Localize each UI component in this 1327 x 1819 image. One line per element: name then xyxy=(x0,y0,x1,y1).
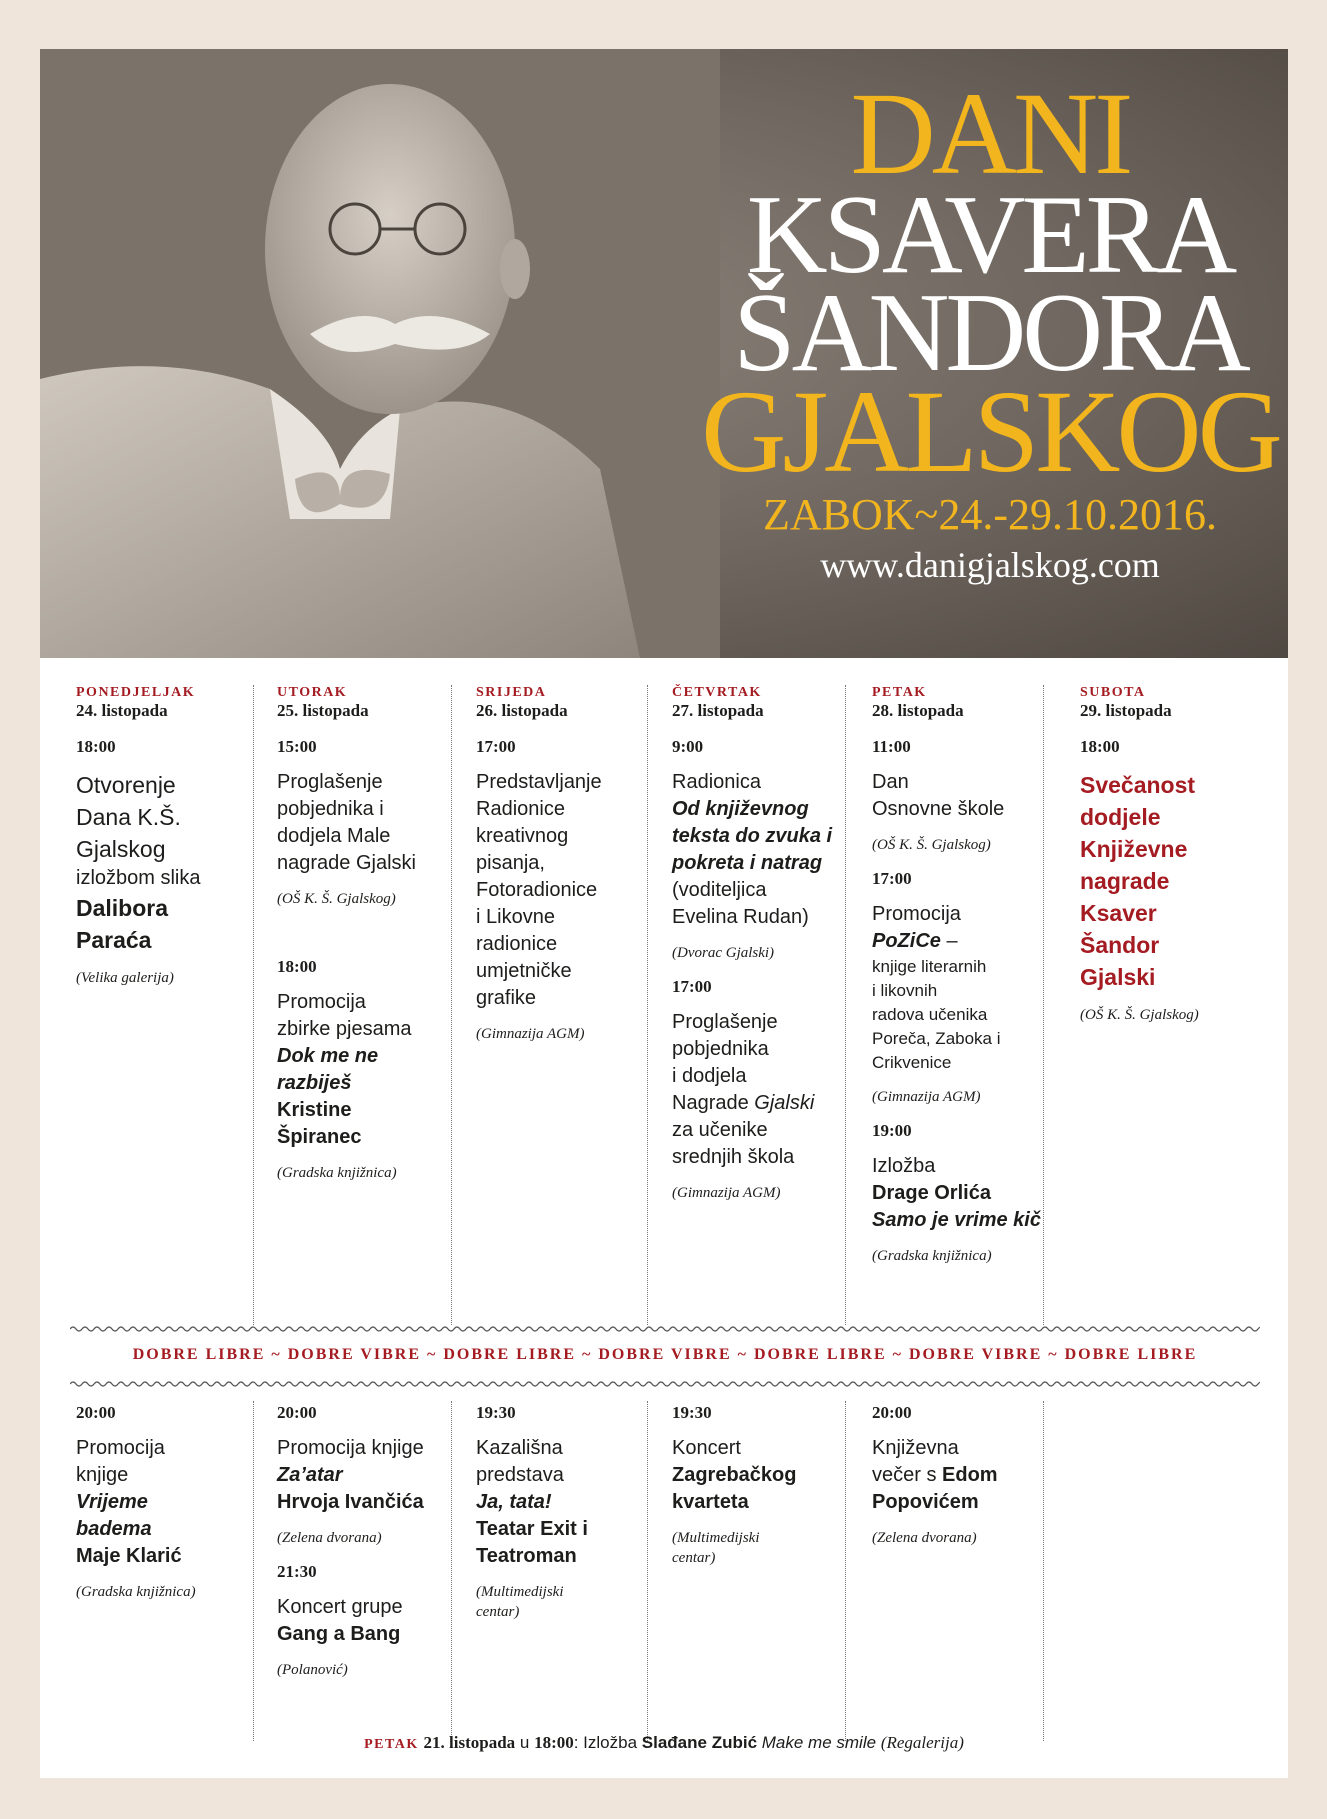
footer-date: 21. listopada xyxy=(423,1733,516,1752)
event-venue: (OŠ K. Š. Gjalskog) xyxy=(277,891,396,907)
event-time: 20:00 xyxy=(277,1403,317,1422)
day-name: SUBOTA xyxy=(1080,685,1146,700)
event-text: Gjalski xyxy=(1080,964,1156,990)
event-text: Promocija xyxy=(277,991,366,1013)
day-date: 24. listopada xyxy=(76,701,168,720)
event-title xyxy=(700,69,1280,586)
event-text: knjige literarnih xyxy=(872,957,987,976)
event-text xyxy=(672,1090,858,1117)
event-text: Drage Orlića xyxy=(872,1182,991,1204)
event-desc xyxy=(277,769,463,877)
event-text: Edom xyxy=(942,1464,998,1486)
event-text: Od književnog xyxy=(672,798,809,820)
event-desc xyxy=(76,865,262,892)
event-venue: (Polanović) xyxy=(277,1662,348,1678)
event-venue-line: centar) xyxy=(476,1604,520,1620)
event-desc xyxy=(476,1435,662,1570)
event-text: grafike xyxy=(476,987,537,1009)
place-and-dates: ZABOK~24.-29.10.2016. xyxy=(762,490,1217,539)
event-text: Predstavljanje xyxy=(476,771,602,793)
event-text: Crikvenice xyxy=(872,1053,952,1072)
event-text: Teatar Exit i xyxy=(476,1518,588,1540)
day-column-tuesday xyxy=(277,685,463,1183)
event-text: večer s xyxy=(872,1464,943,1486)
event-text: Svečanost xyxy=(1080,772,1196,798)
event-desc xyxy=(672,1009,858,1171)
event-desc xyxy=(872,901,1058,955)
event-text: Kazališna xyxy=(476,1437,563,1459)
event-desc xyxy=(76,769,262,865)
event-text: badema xyxy=(76,1518,152,1540)
event-text: Popovićem xyxy=(872,1491,979,1513)
event-text: Radionica xyxy=(672,771,761,793)
day-name: UTORAK xyxy=(277,685,348,700)
event-text: Književne xyxy=(1080,836,1188,862)
event-text: Paraća xyxy=(76,927,152,953)
event-text: pobjednika xyxy=(672,1038,769,1060)
event-text: Evelina Rudan) xyxy=(672,906,809,928)
day-name: PONEDJELJAK xyxy=(76,685,196,700)
event-desc xyxy=(872,955,1058,1075)
event-venue-line: (Multimedijski xyxy=(672,1530,760,1546)
event-text: Za’atar xyxy=(277,1464,343,1486)
header xyxy=(40,49,1288,658)
event-time: 15:00 xyxy=(277,737,317,756)
event-text: Proglašenje xyxy=(277,771,383,793)
event-text: i Likovne xyxy=(476,906,555,928)
event-text: srednjih škola xyxy=(672,1146,795,1168)
day-column-monday xyxy=(76,685,262,988)
day-date: 28. listopada xyxy=(872,701,964,720)
footer-text: : Izložba xyxy=(573,1733,642,1752)
event-venue: (Zelena dvorana) xyxy=(872,1530,977,1546)
day-date: 27. listopada xyxy=(672,701,764,720)
event-text: Otvorenje xyxy=(76,772,176,798)
event-text: i likovnih xyxy=(872,981,938,1000)
event-venue: (Velika galerija) xyxy=(76,970,174,986)
event-venue: (Gimnazija AGM) xyxy=(672,1185,781,1201)
day-column-wednesday xyxy=(476,685,662,1044)
evening-column-tuesday xyxy=(277,1389,463,1680)
event-text xyxy=(872,1462,1058,1489)
event-desc xyxy=(277,1594,463,1648)
evening-column-wednesday xyxy=(476,1389,662,1622)
event-text: nagrade Gjalski xyxy=(277,852,416,874)
event-time: 18:00 xyxy=(76,737,116,756)
footer-venue: (Regalerija) xyxy=(880,1733,964,1752)
event-text: pokreta i natrag xyxy=(672,852,823,874)
event-text: razbiješ xyxy=(277,1072,352,1094)
event-text: Dok me ne xyxy=(277,1045,379,1067)
event-text: Nagrade xyxy=(672,1092,755,1114)
day-column-saturday xyxy=(1080,685,1266,1025)
day-name: ČETVRTAK xyxy=(672,685,762,700)
event-text: Izložba xyxy=(872,1155,936,1177)
event-text: Dan xyxy=(872,771,909,793)
wavy-divider xyxy=(70,1379,1260,1389)
event-time: 20:00 xyxy=(76,1403,116,1422)
event-text: Promocija xyxy=(872,903,961,925)
event-text: Poreča, Zaboka i xyxy=(872,1029,1001,1048)
website-link[interactable]: www.danigjalskog.com xyxy=(820,545,1160,585)
event-text: za učenike xyxy=(672,1119,768,1141)
event-text: dodjele xyxy=(1080,804,1161,830)
day-name: PETAK xyxy=(872,685,927,700)
event-desc xyxy=(277,1435,463,1516)
event-text: kreativnog xyxy=(476,825,569,847)
event-text: izložbom slika xyxy=(76,867,201,889)
event-text: Hrvoja Ivančića xyxy=(277,1491,424,1513)
event-text: Vrijeme xyxy=(76,1491,148,1513)
event-text: Koncert xyxy=(672,1437,741,1459)
event-desc xyxy=(76,892,262,956)
event-text: Špiranec xyxy=(277,1126,362,1148)
event-text: Maje Klarić xyxy=(76,1545,182,1567)
event-venue xyxy=(476,1582,662,1622)
title-line-4: GJALSKOG xyxy=(701,366,1279,497)
event-time: 17:00 xyxy=(476,737,516,756)
event-text: Promocija knjige xyxy=(277,1437,424,1459)
portrait-photo xyxy=(40,49,720,658)
event-text: predstava xyxy=(476,1464,564,1486)
event-time: 9:00 xyxy=(672,737,704,756)
event-text: pisanja, xyxy=(476,852,545,874)
day-column-thursday xyxy=(672,685,858,1203)
event-text: zbirke pjesama xyxy=(277,1018,412,1040)
slogan-band: DOBRE LIBRE ~ DOBRE VIBRE ~ DOBRE LIBRE ~ DOBRE VIBRE ~ DOBRE LIBRE ~ DOBRE VIBRE ~ DOBRE LIBRE xyxy=(132,1346,1198,1363)
title-line-1: DANI xyxy=(850,68,1130,199)
event-text: (voditeljica xyxy=(672,879,767,901)
poster xyxy=(40,49,1288,1778)
event-text: Gang a Bang xyxy=(277,1623,401,1645)
event-desc xyxy=(672,769,858,931)
event-text: teksta do zvuka i xyxy=(672,825,833,847)
event-text: kvarteta xyxy=(672,1491,749,1513)
event-text: Promocija xyxy=(76,1437,165,1459)
event-text: Gjalski xyxy=(754,1092,815,1114)
event-text: Gjalskog xyxy=(76,836,166,862)
event-text xyxy=(872,928,1058,955)
event-venue-line: centar) xyxy=(672,1550,716,1566)
event-time: 17:00 xyxy=(672,977,712,996)
event-venue: (Gradska knjižnica) xyxy=(872,1248,992,1264)
event-venue: (Gimnazija AGM) xyxy=(476,1026,585,1042)
event-text: dodjela Male xyxy=(277,825,391,847)
event-venue: (OŠ K. Š. Gjalskog) xyxy=(1080,1007,1199,1023)
event-venue: (Dvorac Gjalski) xyxy=(672,945,775,961)
evening-column-friday xyxy=(872,1389,1058,1548)
day-name: SRIJEDA xyxy=(476,685,547,700)
event-text: Fotoradionice xyxy=(476,879,598,901)
event-time: 17:00 xyxy=(872,869,912,888)
event-time: 11:00 xyxy=(872,737,911,756)
event-desc xyxy=(872,1435,1058,1516)
event-desc xyxy=(672,1435,858,1516)
event-venue: (Gimnazija AGM) xyxy=(872,1089,981,1105)
event-venue: (Gradska knjižnica) xyxy=(277,1165,397,1181)
event-text: Kristine xyxy=(277,1099,352,1121)
event-venue-line: (Multimedijski xyxy=(476,1584,564,1600)
day-column-friday xyxy=(872,685,1058,1266)
title-line-3: ŠANDORA xyxy=(733,271,1247,395)
event-desc xyxy=(1080,769,1266,993)
event-text: – xyxy=(940,930,958,952)
event-text: Šandor xyxy=(1080,932,1160,958)
event-time: 18:00 xyxy=(1080,737,1120,756)
event-text: Radionice xyxy=(476,798,565,820)
event-text: nagrade xyxy=(1080,868,1170,894)
evening-column-thursday xyxy=(672,1389,858,1568)
event-time: 21:30 xyxy=(277,1562,317,1581)
event-time: 19:00 xyxy=(872,1121,912,1140)
event-text: PoZiCe xyxy=(872,930,941,952)
wavy-divider xyxy=(70,1324,1260,1334)
footer-text: u xyxy=(515,1733,535,1752)
event-desc xyxy=(476,769,662,1012)
event-text: i dodjela xyxy=(672,1065,747,1087)
day-date: 25. listopada xyxy=(277,701,369,720)
event-time: 18:00 xyxy=(277,957,317,976)
event-text: radionice xyxy=(476,933,558,955)
event-venue: (Gradska knjižnica) xyxy=(76,1584,196,1600)
event-text: Osnovne škole xyxy=(872,798,1005,820)
footer-day: PETAK xyxy=(364,1737,419,1752)
event-text: Književna xyxy=(872,1437,959,1459)
footer-note xyxy=(40,1733,1288,1753)
title-line-2: KSAVERA xyxy=(746,173,1234,297)
event-text: Koncert grupe xyxy=(277,1596,403,1618)
footer-work: Make me smile xyxy=(761,1733,877,1752)
event-text: Dalibora xyxy=(76,895,169,921)
event-text: Ja, tata! xyxy=(476,1491,552,1513)
event-time: 20:00 xyxy=(872,1403,912,1422)
event-text: Ksaver xyxy=(1080,900,1157,926)
event-desc xyxy=(872,769,1058,823)
footer-artist: Slađane Zubić xyxy=(641,1733,758,1752)
event-desc xyxy=(872,1153,1058,1234)
event-time: 19:30 xyxy=(476,1403,516,1422)
evening-column-monday xyxy=(76,1389,262,1602)
event-text: Samo je vrime kič xyxy=(872,1209,1041,1231)
event-venue xyxy=(672,1528,858,1568)
event-desc xyxy=(76,1435,262,1570)
event-text: umjetničke xyxy=(476,960,572,982)
event-text: pobjednika i xyxy=(277,798,384,820)
day-date: 26. listopada xyxy=(476,701,568,720)
footer-time: 18:00 xyxy=(534,1733,574,1752)
event-venue: (Zelena dvorana) xyxy=(277,1530,382,1546)
event-text: Proglašenje xyxy=(672,1011,778,1033)
event-venue: (OŠ K. Š. Gjalskog) xyxy=(872,837,991,853)
event-text: Zagrebačkog xyxy=(672,1464,797,1486)
event-text: knjige xyxy=(76,1464,129,1486)
event-text: Dana K.Š. xyxy=(76,804,181,830)
event-desc xyxy=(277,989,463,1151)
event-time: 19:30 xyxy=(672,1403,712,1422)
event-text: Teatroman xyxy=(476,1545,577,1567)
event-text: radova učenika xyxy=(872,1005,988,1024)
day-date: 29. listopada xyxy=(1080,701,1172,720)
